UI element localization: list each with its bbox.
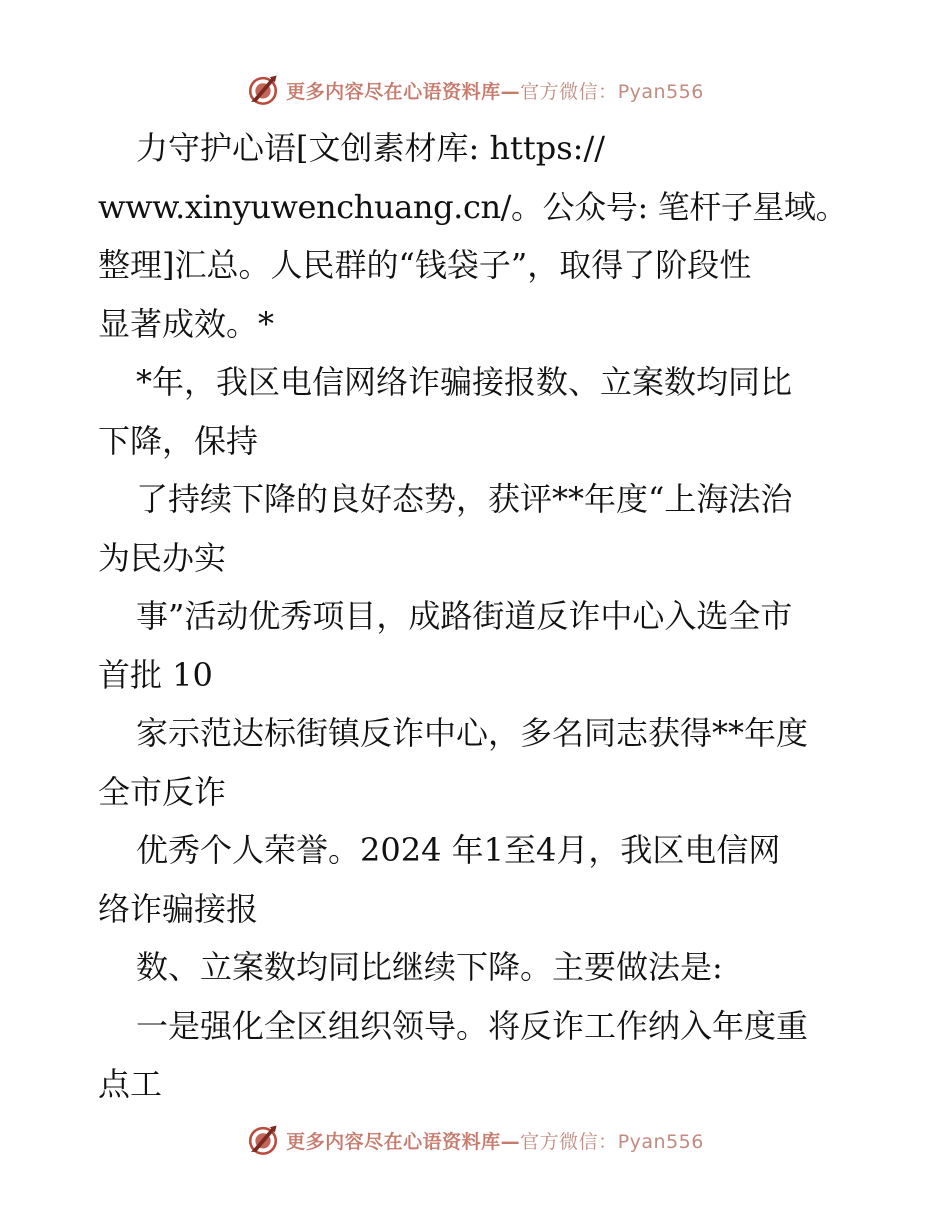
- header-watermark-banner: [0, 70, 950, 110]
- document-body: [98, 119, 858, 1114]
- body-line: 全市反诈: [98, 772, 227, 811]
- body-line: 整理]汇总。人民群的“钱袋子”，取得了阶段性: [98, 246, 752, 284]
- body-line: *年，我区电信网络诈骗接报数、立案数均同比: [136, 363, 793, 401]
- body-line: 点工: [98, 1065, 163, 1103]
- body-line: 家示范达标街镇反诈中心，多名同志获得**年度: [136, 714, 809, 752]
- body-line: 事”活动优秀项目，成路街道反诈中心入选全市: [136, 597, 793, 635]
- body-line: 数、立案数均同比继续下降。主要做法是:: [136, 948, 723, 986]
- header-banner-text: 更多内容尽在心语资料库—官方微信：Pyan556: [286, 80, 704, 103]
- footer-banner-text: 更多内容尽在心语资料库—官方微信：Pyan556: [286, 1130, 704, 1153]
- body-line: 为民办实: [98, 538, 227, 577]
- body-line: www.xinyuwenchuang.cn/。公众号: 笔杆子星域。: [98, 187, 848, 226]
- body-line: 力守护心语[文创素材库: https://: [136, 129, 606, 167]
- body-line: 下降，保持: [98, 421, 259, 460]
- body-line: 络诈骗接报: [98, 889, 259, 928]
- footer-watermark-banner: [0, 1120, 950, 1160]
- quill-seal-icon: [246, 1123, 280, 1157]
- body-line: 首批 10: [98, 655, 213, 694]
- body-line: 优秀个人荣誉。2024 年1至4月，我区电信网: [136, 831, 781, 869]
- quill-seal-icon: [246, 73, 280, 107]
- body-line: 显著成效。*: [98, 304, 275, 343]
- body-line: 了持续下降的良好态势，获评**年度“上海法治: [136, 480, 793, 518]
- body-line: 一是强化全区组织领导。将反诈工作纳入年度重: [136, 1006, 809, 1045]
